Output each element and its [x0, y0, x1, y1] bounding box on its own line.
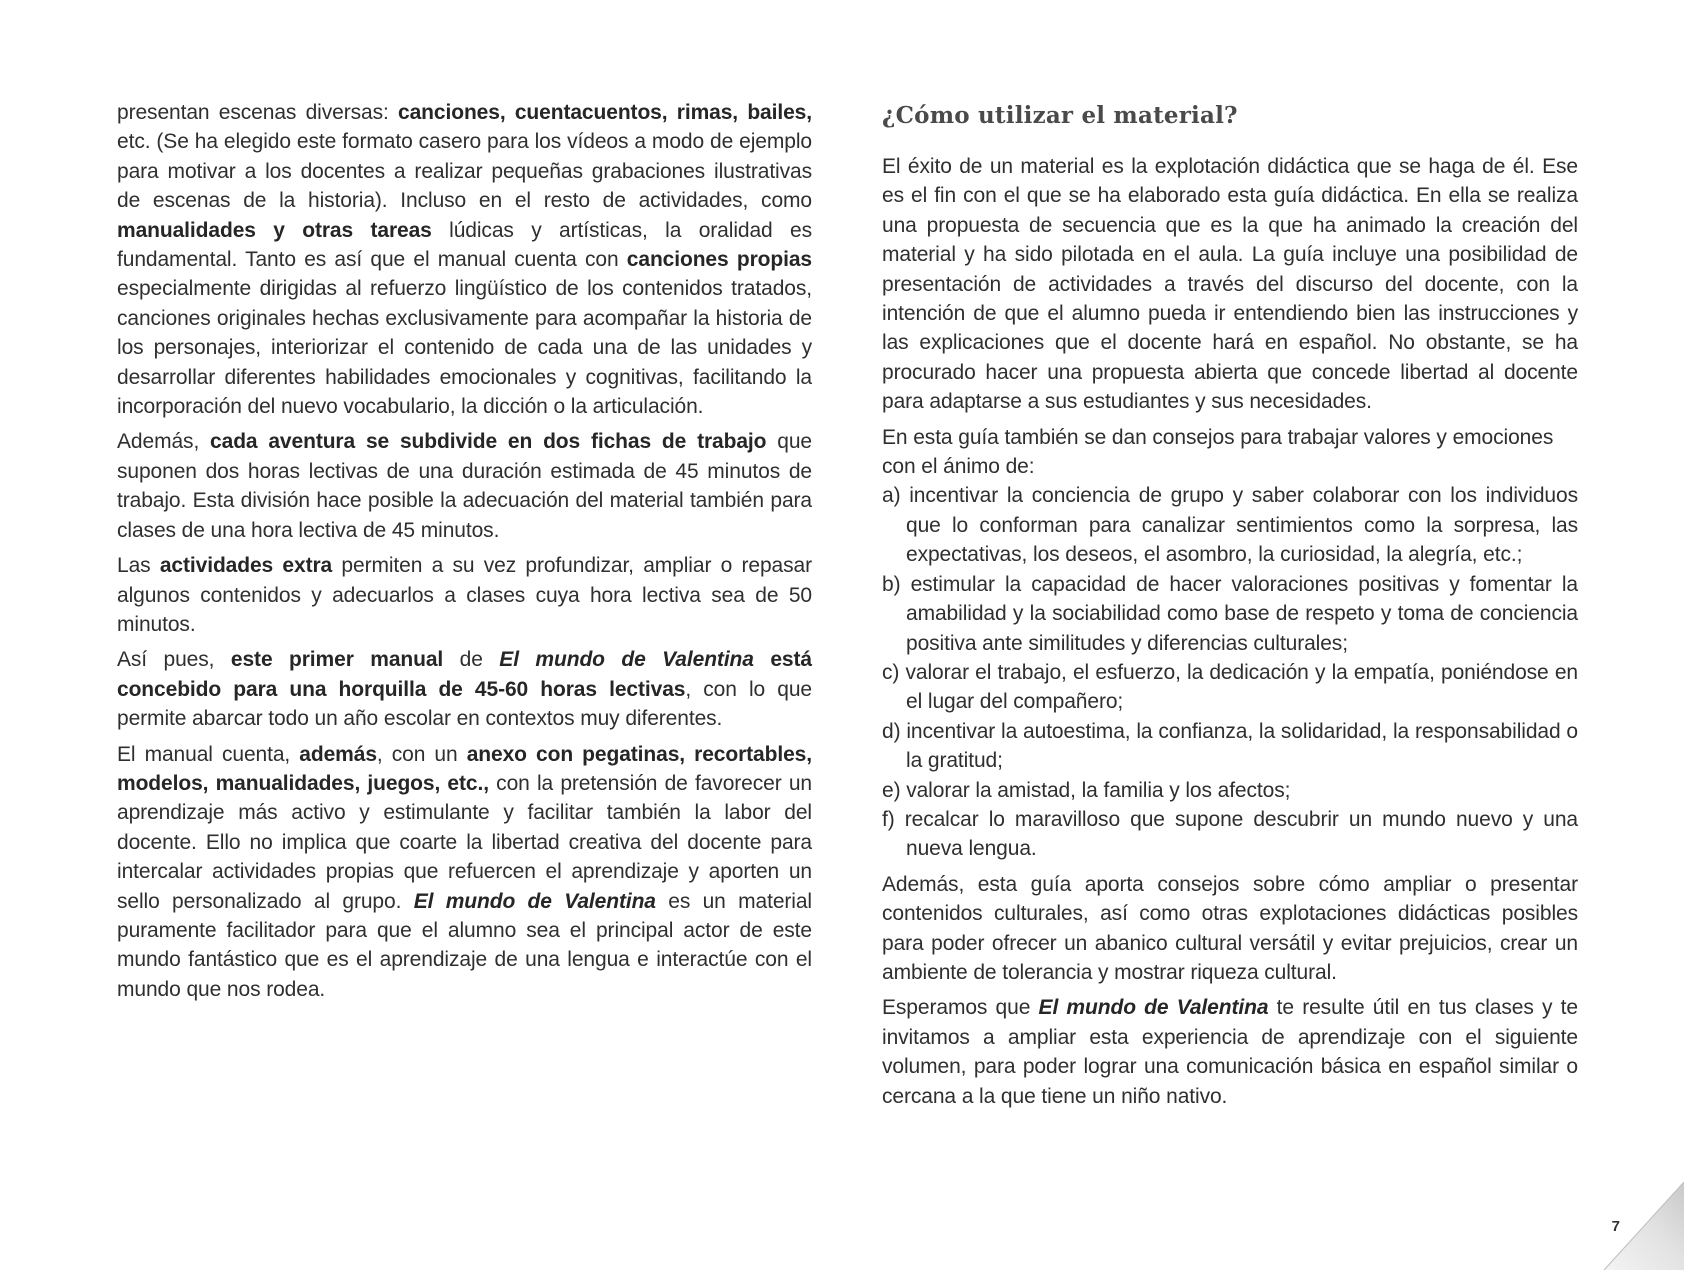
text-run: que suponen dos horas lectivas de una duración estimada de 45 minutos de trabajo. Esta división hace posible la adecuación del material también para clases de una hora lectiva de 45 minutos.: [117, 430, 812, 542]
bold-run: anexo con pegatinas, recortables, modelos, manualidades, juegos, etc.,: [117, 742, 812, 795]
text-run: Esperamos que: [882, 996, 1039, 1020]
book-title: El mundo de Valentina: [1038, 996, 1269, 1020]
text-run: Además,: [117, 430, 211, 454]
text-run: El manual cuenta,: [117, 742, 300, 766]
bold-run: manualidades y otras tareas: [117, 218, 432, 242]
text-run: presentan escenas diversas:: [117, 101, 399, 124]
paragraph-values-intro: En esta guía también se dan consejos para trabajar valores y emociones con el ánimo de:: [882, 425, 1554, 479]
text-run: , con lo que permite abarcar todo un año escolar en contextos muy diferentes.: [117, 677, 812, 731]
bold-run: actividades extra: [159, 554, 333, 578]
text-run: especialmente dirigidas al refuerzo lingüístico de los contenidos tratados, canciones originales hechas exclusivamente para acompañar la historia de los personajes, interiorizar el contenido de cada una de las unidades y desarrollar diferentes habilidades emocionales y cognitivas, facilitando la incorporación del nuevo vocabulario, la dicción o la articulación.: [117, 277, 812, 419]
bold-run: canciones propias: [626, 248, 812, 272]
paragraph-annex: [117, 740, 812, 1005]
paragraph-didactic-use: El éxito de un material es la explotación didáctica que se haga de él. Ese es el fin con el que se ha elaborado esta guía didáctica. En ella se realiza una propuesta de secuencia que es la que ha animado la creación del material y ha sido pilotada en el aula. La guía incluye una posibilidad de presentación de actividades a través del discurso del docente, con la intención de que el alumno pueda ir entendiendo bien las instrucciones y las explicaciones que el docente hará en español. No obstante, se ha procurado hacer una propuesta abierta que concede libertad al docente para adaptarse a sus estudiantes y sus necesidades.: [882, 155, 1578, 414]
text-run: , con un: [376, 742, 467, 766]
text-run: es un material puramente facilitador para que el alumno sea el principal actor de este mundo fantástico que es el aprendizaje de una lengua e interactúe con el mundo que nos rodea.: [117, 889, 812, 1001]
page-curl-icon: [1588, 1182, 1684, 1270]
list-item: b) estimular la capacidad de hacer valoraciones positivas y fomentar la amabilidad y la sociabilidad como base de respeto y toma de conciencia positiva ante similitudes y diferencias culturales;: [882, 572, 1578, 655]
paragraph-worksheets: [117, 427, 812, 545]
list-item: f) recalcar lo maravilloso que supone descubrir un mundo nuevo y una nueva lengua.: [882, 807, 1578, 861]
paragraph-closing: [882, 993, 1578, 1111]
list-item: e) valorar la amistad, la familia y los afectos;: [882, 778, 1291, 802]
text-run: Las: [117, 554, 160, 578]
text-run: Así pues,: [117, 648, 231, 672]
text-run: de: [443, 648, 500, 672]
section-heading: ¿Cómo utilizar el material?: [882, 102, 1238, 129]
objectives-list: [882, 481, 1578, 863]
list-item: a) incentivar la conciencia de grupo y saber colaborar con los individuos que lo conforman para canalizar sentimientos como la sorpresa, las expectativas, los deseos, el asombro, la curiosidad, la alegría, etc.;: [882, 484, 1578, 567]
bold-run: cada aventura se subdivide en dos fichas de trabajo: [210, 430, 767, 454]
bold-run: además: [299, 742, 377, 766]
paragraph-teaching-hours: [117, 645, 812, 733]
text-run: etc. (Se ha elegido este formato casero para los vídeos a modo de ejemplo para motivar a los docentes a realizar pequeñas grabaciones ilustrativas de escenas de la historia). Incluso en el resto de actividades, como: [117, 130, 812, 213]
book-title: El mundo de Valentina: [499, 648, 754, 672]
page-number: 7: [1611, 1218, 1620, 1235]
left-column: [117, 98, 812, 1010]
paragraph-media-activities: [117, 98, 812, 421]
book-title: El mundo de Valentina: [413, 889, 656, 913]
paragraph-cultural-content: Además, esta guía aporta consejos sobre cómo ampliar o presentar contenidos culturales, así como otras explotaciones didácticas posibles para poder ofrecer un abanico cultural versátil y evitar prejuicios, crear un ambiente de tolerancia y mostrar riqueza cultural.: [882, 872, 1578, 984]
list-item: d) incentivar la autoestima, la confianza, la solidaridad, la responsabilidad o la gratitud;: [882, 719, 1578, 773]
text-run: con la pretensión de favorecer un aprendizaje más activo y estimulante y facilitar también la labor del docente. Ello no implica que coarte la libertad creativa del docente para intercalar actividades propias que refuercen el aprendizaje y aporten un sello personalizado al grupo.: [117, 771, 812, 913]
list-item: c) valorar el trabajo, el esfuerzo, la dedicación y la empatía, poniéndose en el lugar del compañero;: [882, 660, 1578, 714]
paragraph-extra-activities: [117, 551, 812, 639]
text-run: lúdicas y artísticas, la oralidad es fundamental. Tanto es así que el manual cuenta con: [117, 218, 812, 272]
text-run: te resulte útil en tus clases y te invitamos a ampliar esta experiencia de aprendizaje con el siguiente volumen, para poder lograr una comunicación básica en español similar o cercana a la que tiene un niño nativo.: [882, 996, 1578, 1108]
bold-run: está concebido para una horquilla de 45-60 horas lectivas: [117, 648, 812, 701]
right-column: [882, 98, 1578, 1117]
text-run: permiten a su vez profundizar, ampliar o repasar algunos contenidos y adecuarlos a clases cuya hora lectiva sea de 50 minutos.: [117, 554, 812, 636]
bold-run: canciones, cuentacuentos, rimas, bailes,: [398, 101, 812, 124]
bold-run: este primer manual: [230, 648, 444, 672]
